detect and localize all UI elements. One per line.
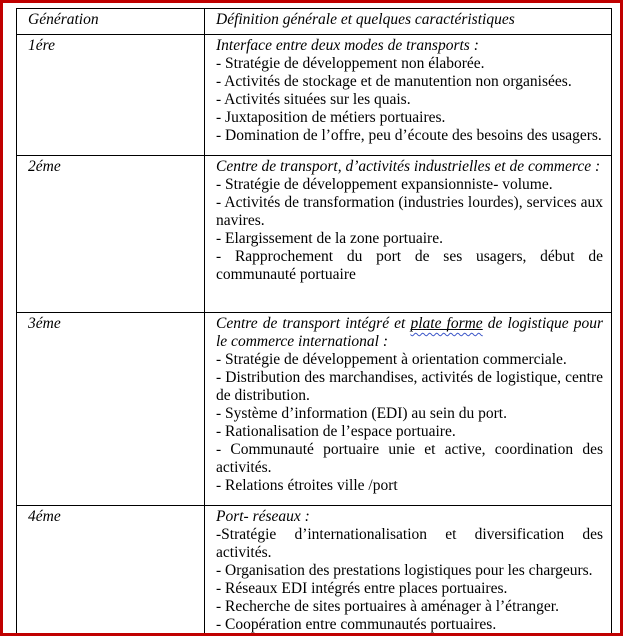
generation-4-title: Port- réseaux : [216,508,310,525]
generation-1-definition-cell [205,35,612,156]
title-text-after: de logistique pour le commerce international : [216,315,603,350]
col-header-definition: Définition générale et quelques caractéristiques [205,9,612,35]
col-header-generation: Génération [17,9,205,35]
generation-2-definition-cell [205,156,612,313]
bullet-item: - Activités de transformation (industries lourdes), services aux navires. [216,194,603,229]
bullet-item: - Réseaux EDI intégrés entre places portuaires. [216,580,508,597]
generation-4-label: 4éme [17,506,205,636]
generation-2-title: Centre de transport, d’activités industrielles et de commerce : [216,158,601,175]
bullet-item: - Activités situées sur les quais. [216,91,411,108]
generation-3-definition-cell [205,313,612,506]
generation-3-label: 3éme [17,313,205,506]
bullet-item: - Recherche de sites portuaires à aménager à l’étranger. [216,598,559,615]
underlined-spellcheck-text: plate forme [410,315,483,332]
bullet-item: - Organisation des prestations logistiques pour les chargeurs. [216,562,593,579]
title-text-before: Centre de transport intégré et [216,315,411,332]
table-row-generation-4 [17,506,612,636]
bullet-item: - Stratégie de développement non élaborée. [216,55,485,72]
generation-1-label: 1ére [17,35,205,156]
bullet-item: - Système d’information (EDI) au sein du port. [216,405,507,422]
bullet-item: - Rationalisation de l’espace portuaire. [216,423,456,440]
generations-table [16,8,612,636]
bullet-item: - Distribution des marchandises, activités de logistique, centre de distribution. [216,369,603,404]
table-row-generation-3 [17,313,612,506]
bullet-item: - Coopération entre communautés portuaires. [216,616,497,633]
generation-4-definition-cell [205,506,612,636]
bullet-item: - Communauté portuaire unie et active, coordination des activités. [216,441,603,476]
bullet-item: - Activités de stockage et de manutention non organisées. [216,73,572,90]
bullet-item: - Domination de l’offre, peu d’écoute des besoins des usagers. [216,127,602,144]
generation-3-title [216,315,603,351]
bullet-item: - Stratégie de développement expansionniste- volume. [216,176,553,193]
table-row-generation-2 [17,156,612,313]
generation-1-title: Interface entre deux modes de transports : [216,37,479,54]
table-header-row [17,9,612,35]
bullet-item: - Relations étroites ville /port [216,477,398,494]
bullet-item: - Juxtaposition de métiers portuaires. [216,109,446,126]
bullet-item: - Elargissement de la zone portuaire. [216,230,443,247]
table-row-generation-1 [17,35,612,156]
generation-2-label: 2éme [17,156,205,313]
bullet-item: -Stratégie d’internationalisation et diversification des activités. [216,526,603,561]
bullet-item: - Rapprochement du port de ses usagers, début de communauté portuaire [216,248,603,283]
bullet-item: - Stratégie de développement à orientation commerciale. [216,351,567,368]
